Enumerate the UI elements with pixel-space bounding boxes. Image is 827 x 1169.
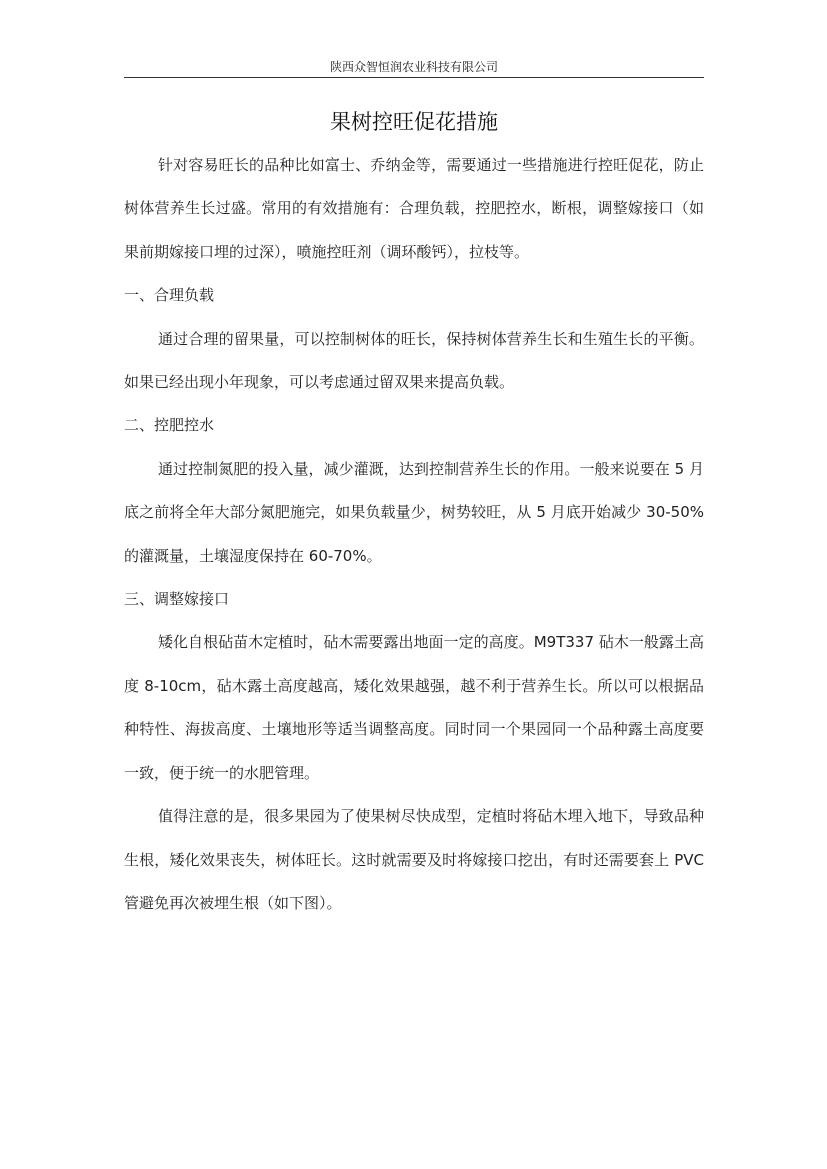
document-body [124, 144, 704, 925]
section-3-paragraph-2: 值得注意的是，很多果园为了使果树尽快成型，定植时将砧木埋入地下，导致品种生根，矮化效果丧失，树体旺长。这时就需要及时将嫁接口挖出，有时还需要套上 PVC 管避免再次被埋生根（如下图）。 [124, 807, 704, 912]
section-heading-3: 三、调整嫁接口 [124, 590, 230, 609]
header-divider [124, 77, 704, 78]
document-title: 果树控旺促花措施 [330, 110, 498, 134]
section-2-paragraph-1: 通过控制氮肥的投入量，减少灌溉，达到控制营养生长的作用。一般来说要在 5 月底之前将全年大部分氮肥施完，如果负载量少，树势较旺，从 5 月底开始减少 30-50%的灌溉量，土壤湿度保持在 60-70%。 [124, 459, 704, 565]
section-heading-2: 二、控肥控水 [124, 416, 215, 435]
page-header-company: 陕西众智恒润农业科技有限公司 [329, 60, 498, 74]
section-3-paragraph-1: 矮化自根砧苗木定植时，砧木需要露出地面一定的高度。M9T337 砧木一般露土高度 8-10cm，砧木露土高度越高，矮化效果越强，越不利于营养生长。所以可以根据品种特性、海拔高度、土壤地形等适当调整高度。同时同一个果园同一个品种露土高度要一致，便于统一的水肥管理。 [124, 633, 704, 782]
section-heading-1: 一、合理负载 [124, 286, 215, 305]
intro-paragraph: 针对容易旺长的品种比如富士、乔纳金等，需要通过一些措施进行控旺促花，防止树体营养生长过盛。常用的有效措施有：合理负载，控肥控水，断根，调整嫁接口（如果前期嫁接口埋的过深），喷施控旺剂（调环酸钙），拉枝等。 [124, 156, 704, 261]
section-1-paragraph-1: 通过合理的留果量，可以控制树体的旺长，保持树体营养生长和生殖生长的平衡。如果已经出现小年现象，可以考虑通过留双果来提高负载。 [124, 329, 704, 392]
